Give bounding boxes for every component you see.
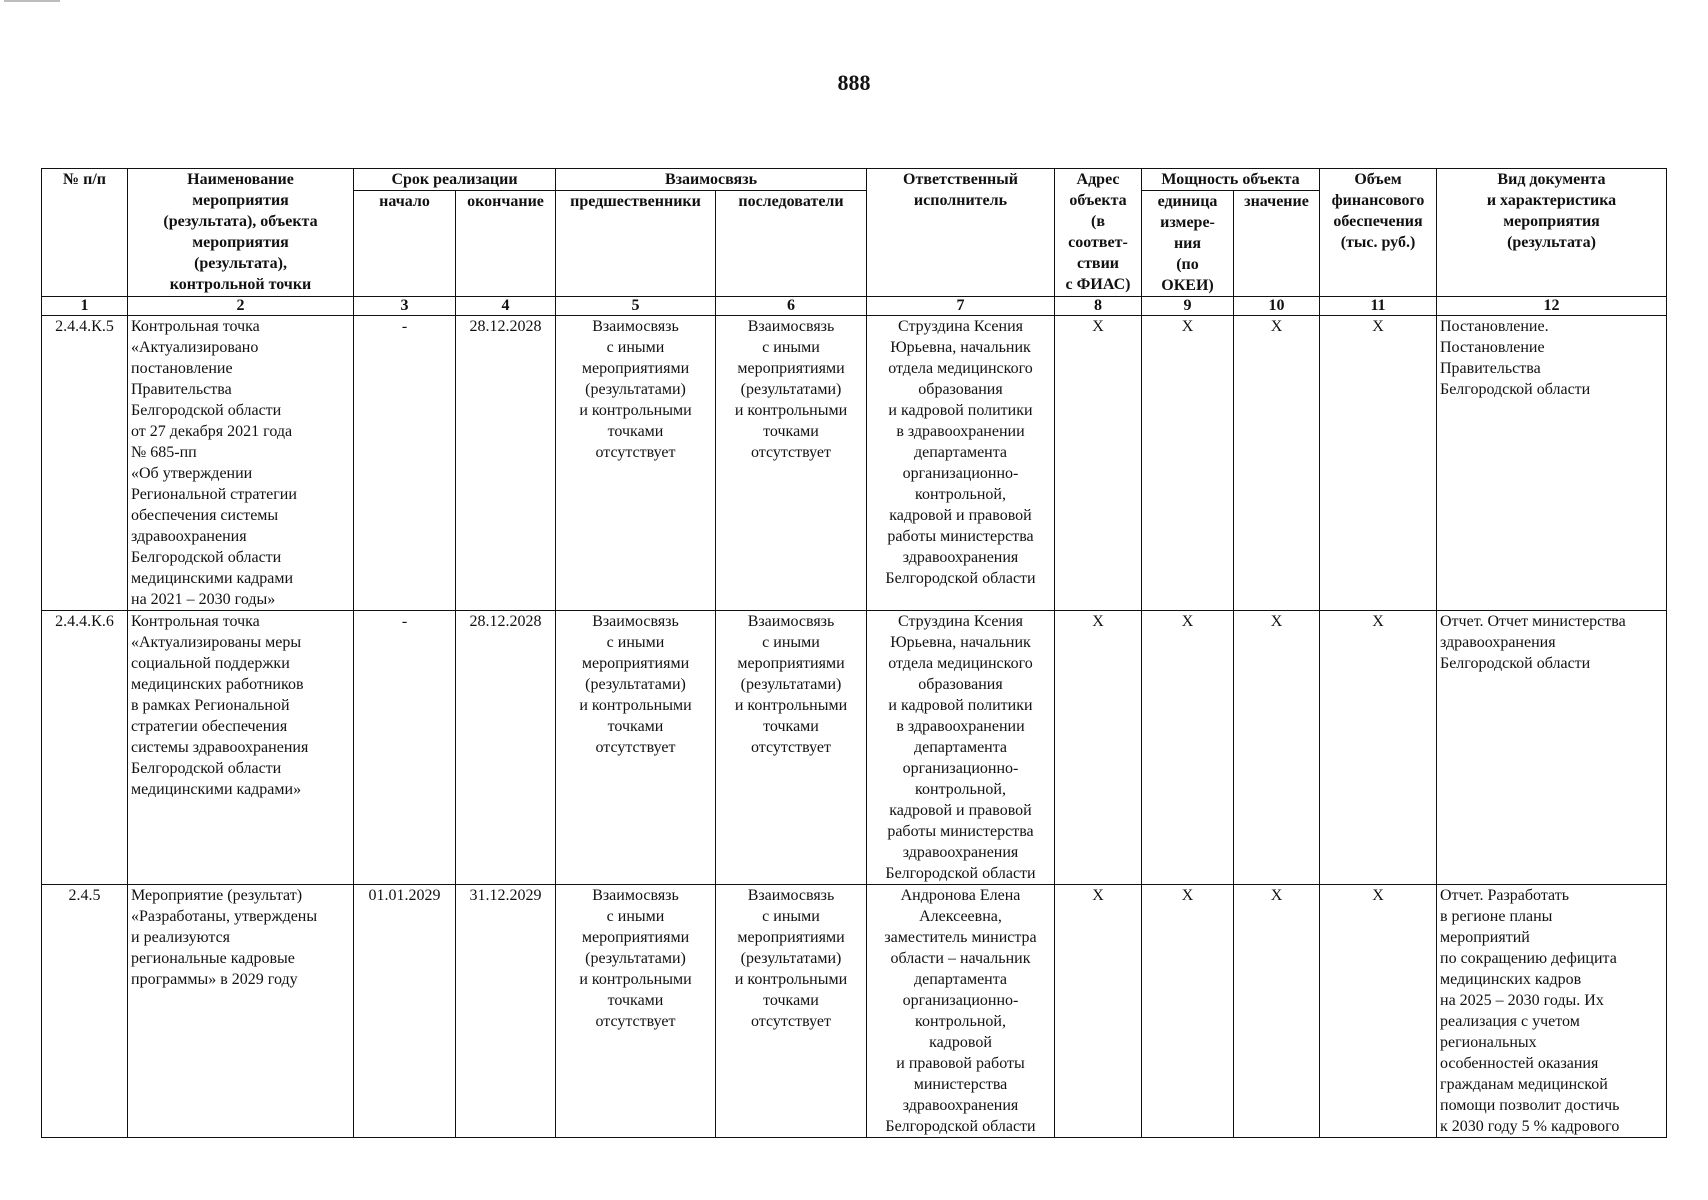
header-period: Срок реализации — [354, 169, 556, 191]
header-relation-prev: предшественники — [556, 191, 716, 297]
cell-end: 28.12.2028 — [456, 611, 556, 885]
column-number: 7 — [867, 297, 1055, 316]
column-number-row — [42, 297, 1667, 316]
cell-document: Отчет. Разработать в регионе планы мероприятий по сокращению дефицита медицинских кадров на 2025 – 2030 годы. Их реализация с учетом региональных особенностей оказания гражданам медицинской помощи позволит достичь к 2030 году 5 % кадрового — [1437, 885, 1667, 1138]
cell-responsible: Струздина Ксения Юрьевна, начальник отдела медицинского образования и кадровой политики в здравоохранении департамента организационно- контрольной, кадровой и правовой работы министерства здравоохранения Белгородской области — [867, 611, 1055, 885]
cell-end: 28.12.2028 — [456, 316, 556, 611]
cell-predecessors: Взаимосвязь с иными мероприятиями (результатами) и контрольными точками отсутствует — [556, 885, 716, 1138]
table-row — [42, 316, 1667, 611]
cell-finance: X — [1320, 885, 1437, 1138]
cell-successors: Взаимосвязь с иными мероприятиями (результатами) и контрольными точками отсутствует — [716, 885, 867, 1138]
cell-successors: Взаимосвязь с иными мероприятиями (результатами) и контрольными точками отсутствует — [716, 316, 867, 611]
cell-value: X — [1234, 316, 1320, 611]
column-number: 12 — [1437, 297, 1667, 316]
header-doc: Вид документа и характеристика мероприятия (результата) — [1437, 169, 1667, 297]
cell-start: 01.01.2029 — [354, 885, 456, 1138]
header-responsible: Ответственный исполнитель — [867, 169, 1055, 297]
cell-successors: Взаимосвязь с иными мероприятиями (результатами) и контрольными точками отсутствует — [716, 611, 867, 885]
cell-predecessors: Взаимосвязь с иными мероприятиями (результатами) и контрольными точками отсутствует — [556, 316, 716, 611]
cell-unit: X — [1142, 316, 1234, 611]
header-address: Адрес объекта (в соответ- ствии с ФИАС) — [1055, 169, 1142, 297]
cell-responsible: Струздина Ксения Юрьевна, начальник отдела медицинского образования и кадровой политики в здравоохранении департамента организационно- контрольной, кадровой и правовой работы министерства здравоохранения Белгородской области — [867, 316, 1055, 611]
header-capacity-unit: единица измере- ния (по ОКЕИ) — [1142, 191, 1234, 297]
header-relation: Взаимосвязь — [556, 169, 867, 191]
cell-responsible: Андронова Елена Алексеевна, заместитель министра области – начальник департамента организационно- контрольной, кадровой и правовой работы министерства здравоохранения Белгородской области — [867, 885, 1055, 1138]
cell-value: X — [1234, 885, 1320, 1138]
header-capacity: Мощность объекта — [1142, 169, 1320, 191]
cell-num: 2.4.4.К.5 — [42, 316, 128, 611]
cell-unit: X — [1142, 885, 1234, 1138]
column-number: 8 — [1055, 297, 1142, 316]
cell-name: Контрольная точка «Актуализировано постановление Правительства Белгородской области от 27 декабря 2021 года № 685-пп «Об утверждении Региональной стратегии обеспечения системы здравоохранения Белгородской области медицинскими кадрами на 2021 – 2030 годы» — [128, 316, 354, 611]
header-finance: Объем финансового обеспечения (тыс. руб.) — [1320, 169, 1437, 297]
column-number: 2 — [128, 297, 354, 316]
column-number: 5 — [556, 297, 716, 316]
cell-num: 2.4.5 — [42, 885, 128, 1138]
header-period-start: начало — [354, 191, 456, 297]
plan-table — [41, 168, 1667, 1138]
cell-document: Отчет. Отчет министерства здравоохранения Белгородской области — [1437, 611, 1667, 885]
header-period-end: окончание — [456, 191, 556, 297]
cell-document: Постановление. Постановление Правительства Белгородской области — [1437, 316, 1667, 611]
cell-start: - — [354, 316, 456, 611]
page-number: 888 — [837, 70, 871, 95]
column-number: 9 — [1142, 297, 1234, 316]
header-row-top — [42, 169, 1667, 191]
column-number: 4 — [456, 297, 556, 316]
column-number: 11 — [1320, 297, 1437, 316]
cell-address: X — [1055, 316, 1142, 611]
column-number: 1 — [42, 297, 128, 316]
header-name: Наименование мероприятия (результата), объекта мероприятия (результата), контрольной точки — [128, 169, 354, 297]
cell-start: - — [354, 611, 456, 885]
cell-name: Контрольная точка «Актуализированы меры социальной поддержки медицинских работников в рамках Региональной стратегии обеспечения системы здравоохранения Белгородской области медицинскими кадрами» — [128, 611, 354, 885]
cell-end: 31.12.2029 — [456, 885, 556, 1138]
header-num: № п/п — [42, 169, 128, 297]
cell-predecessors: Взаимосвязь с иными мероприятиями (результатами) и контрольными точками отсутствует — [556, 611, 716, 885]
cell-unit: X — [1142, 611, 1234, 885]
cell-finance: X — [1320, 316, 1437, 611]
cell-name: Мероприятие (результат) «Разработаны, утверждены и реализуются региональные кадровые программы» в 2029 году — [128, 885, 354, 1138]
cell-address: X — [1055, 885, 1142, 1138]
scan-edge-mark — [4, 0, 60, 2]
column-number: 6 — [716, 297, 867, 316]
table-row — [42, 885, 1667, 1138]
header-capacity-value: значение — [1234, 191, 1320, 297]
column-number: 10 — [1234, 297, 1320, 316]
cell-finance: X — [1320, 611, 1437, 885]
cell-address: X — [1055, 611, 1142, 885]
cell-value: X — [1234, 611, 1320, 885]
cell-num: 2.4.4.К.6 — [42, 611, 128, 885]
header-relation-next: последователи — [716, 191, 867, 297]
table-row — [42, 611, 1667, 885]
column-number: 3 — [354, 297, 456, 316]
